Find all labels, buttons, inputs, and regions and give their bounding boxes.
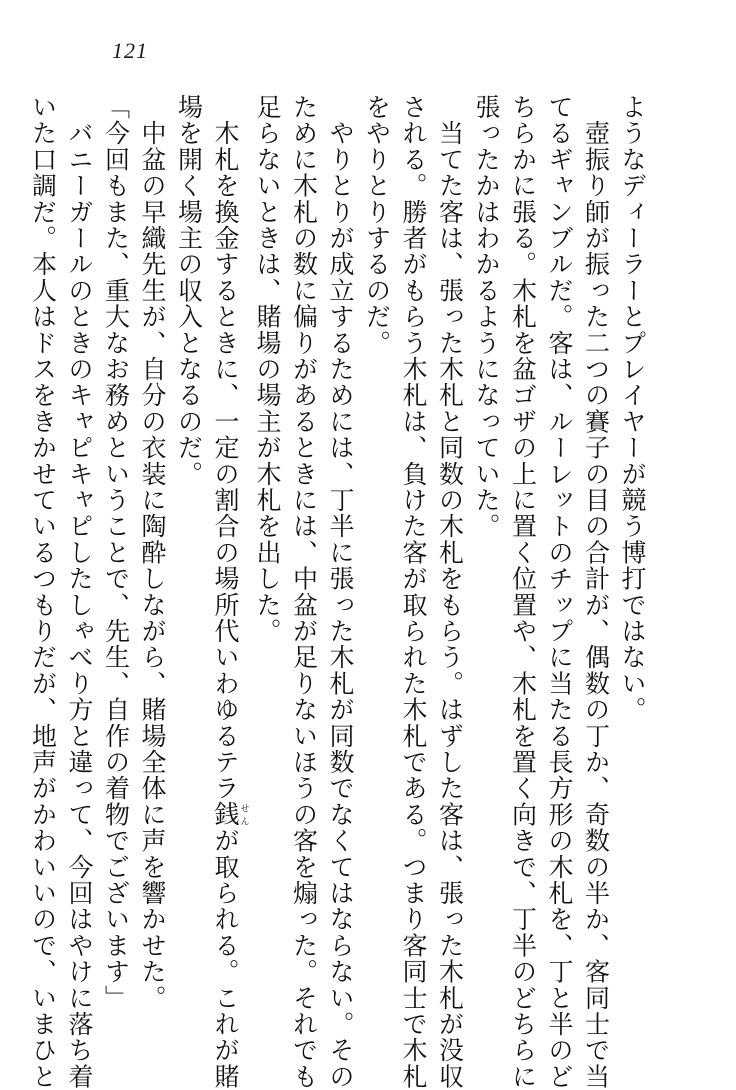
ruby-annotation [211, 801, 249, 828]
text-line-12-end: が取られる。これが賭 [211, 827, 240, 1090]
vertical-text-body [28, 94, 650, 1090]
text-line-14: 中盆の早織先生が、自分の衣装に陶酔しながら、賭場全体に声を響かせた。 [138, 94, 167, 1011]
text-line-11: 足らないときは、賭場の場主が木札を出した。 [253, 94, 282, 645]
text-line-7: される。勝者がもらう木札は、負けた客が取られた木札である。つまり客同士で木札 [399, 94, 428, 1090]
text-line-8: をやりとりするのだ。 [362, 94, 392, 356]
text-line-1: ようなディーラーとプレイヤーが競う博打ではない。 [618, 94, 647, 723]
text-line-9: やりとりが成立するためには、丁半に張った木札が同数でなくてはならない。その [326, 94, 355, 1090]
ruby-base: 銭 [211, 801, 240, 828]
text-line-13: 場を開く場主の収入となるのだ。 [174, 94, 204, 487]
text-line-10: ために木札の数に偏りがあるときには、中盆が足りないほうの客を煽った。それでも [289, 94, 319, 1090]
text-line-12 [207, 94, 249, 1090]
text-line-15: 「今回もまた、重大なお務めということで、先生、自作の着物でございます」 [101, 94, 131, 1011]
text-line-3: てるギャンブルだ。客は、ルーレットのチップに当たる長方形の木札を、丁と半のど [545, 94, 574, 1090]
text-line-2: 壺振り師が振った二つの賽子の目の合計が、偶数の丁か、奇数の半か、客同士で当 [581, 94, 611, 1090]
text-line-12-start: 木札を換金するときに、一定の割合の場所代いわゆるテラ [211, 94, 240, 802]
ruby-reading: せん [238, 801, 249, 828]
text-line-4: ちらかに張る。木札を盆ゴザの上に置く位置や、木札を置く向きで、丁半のどちらに [508, 94, 538, 1090]
page-number: 121 [112, 38, 148, 63]
text-line-17: いた口調だ。本人はドスをきかせているつもりだが、地声がかわいいので、いまひと [28, 94, 58, 1090]
text-line-16: バニーガールのときのキャピキャピしたしゃべり方と違って、今回はやけに落ち着 [65, 94, 94, 1090]
text-line-6: 当てた客は、張った木札と同数の木札をもらう。はずした客は、張った木札が没収 [435, 94, 465, 1090]
text-line-5: 張ったかはわかるようになっていた。 [472, 94, 501, 540]
